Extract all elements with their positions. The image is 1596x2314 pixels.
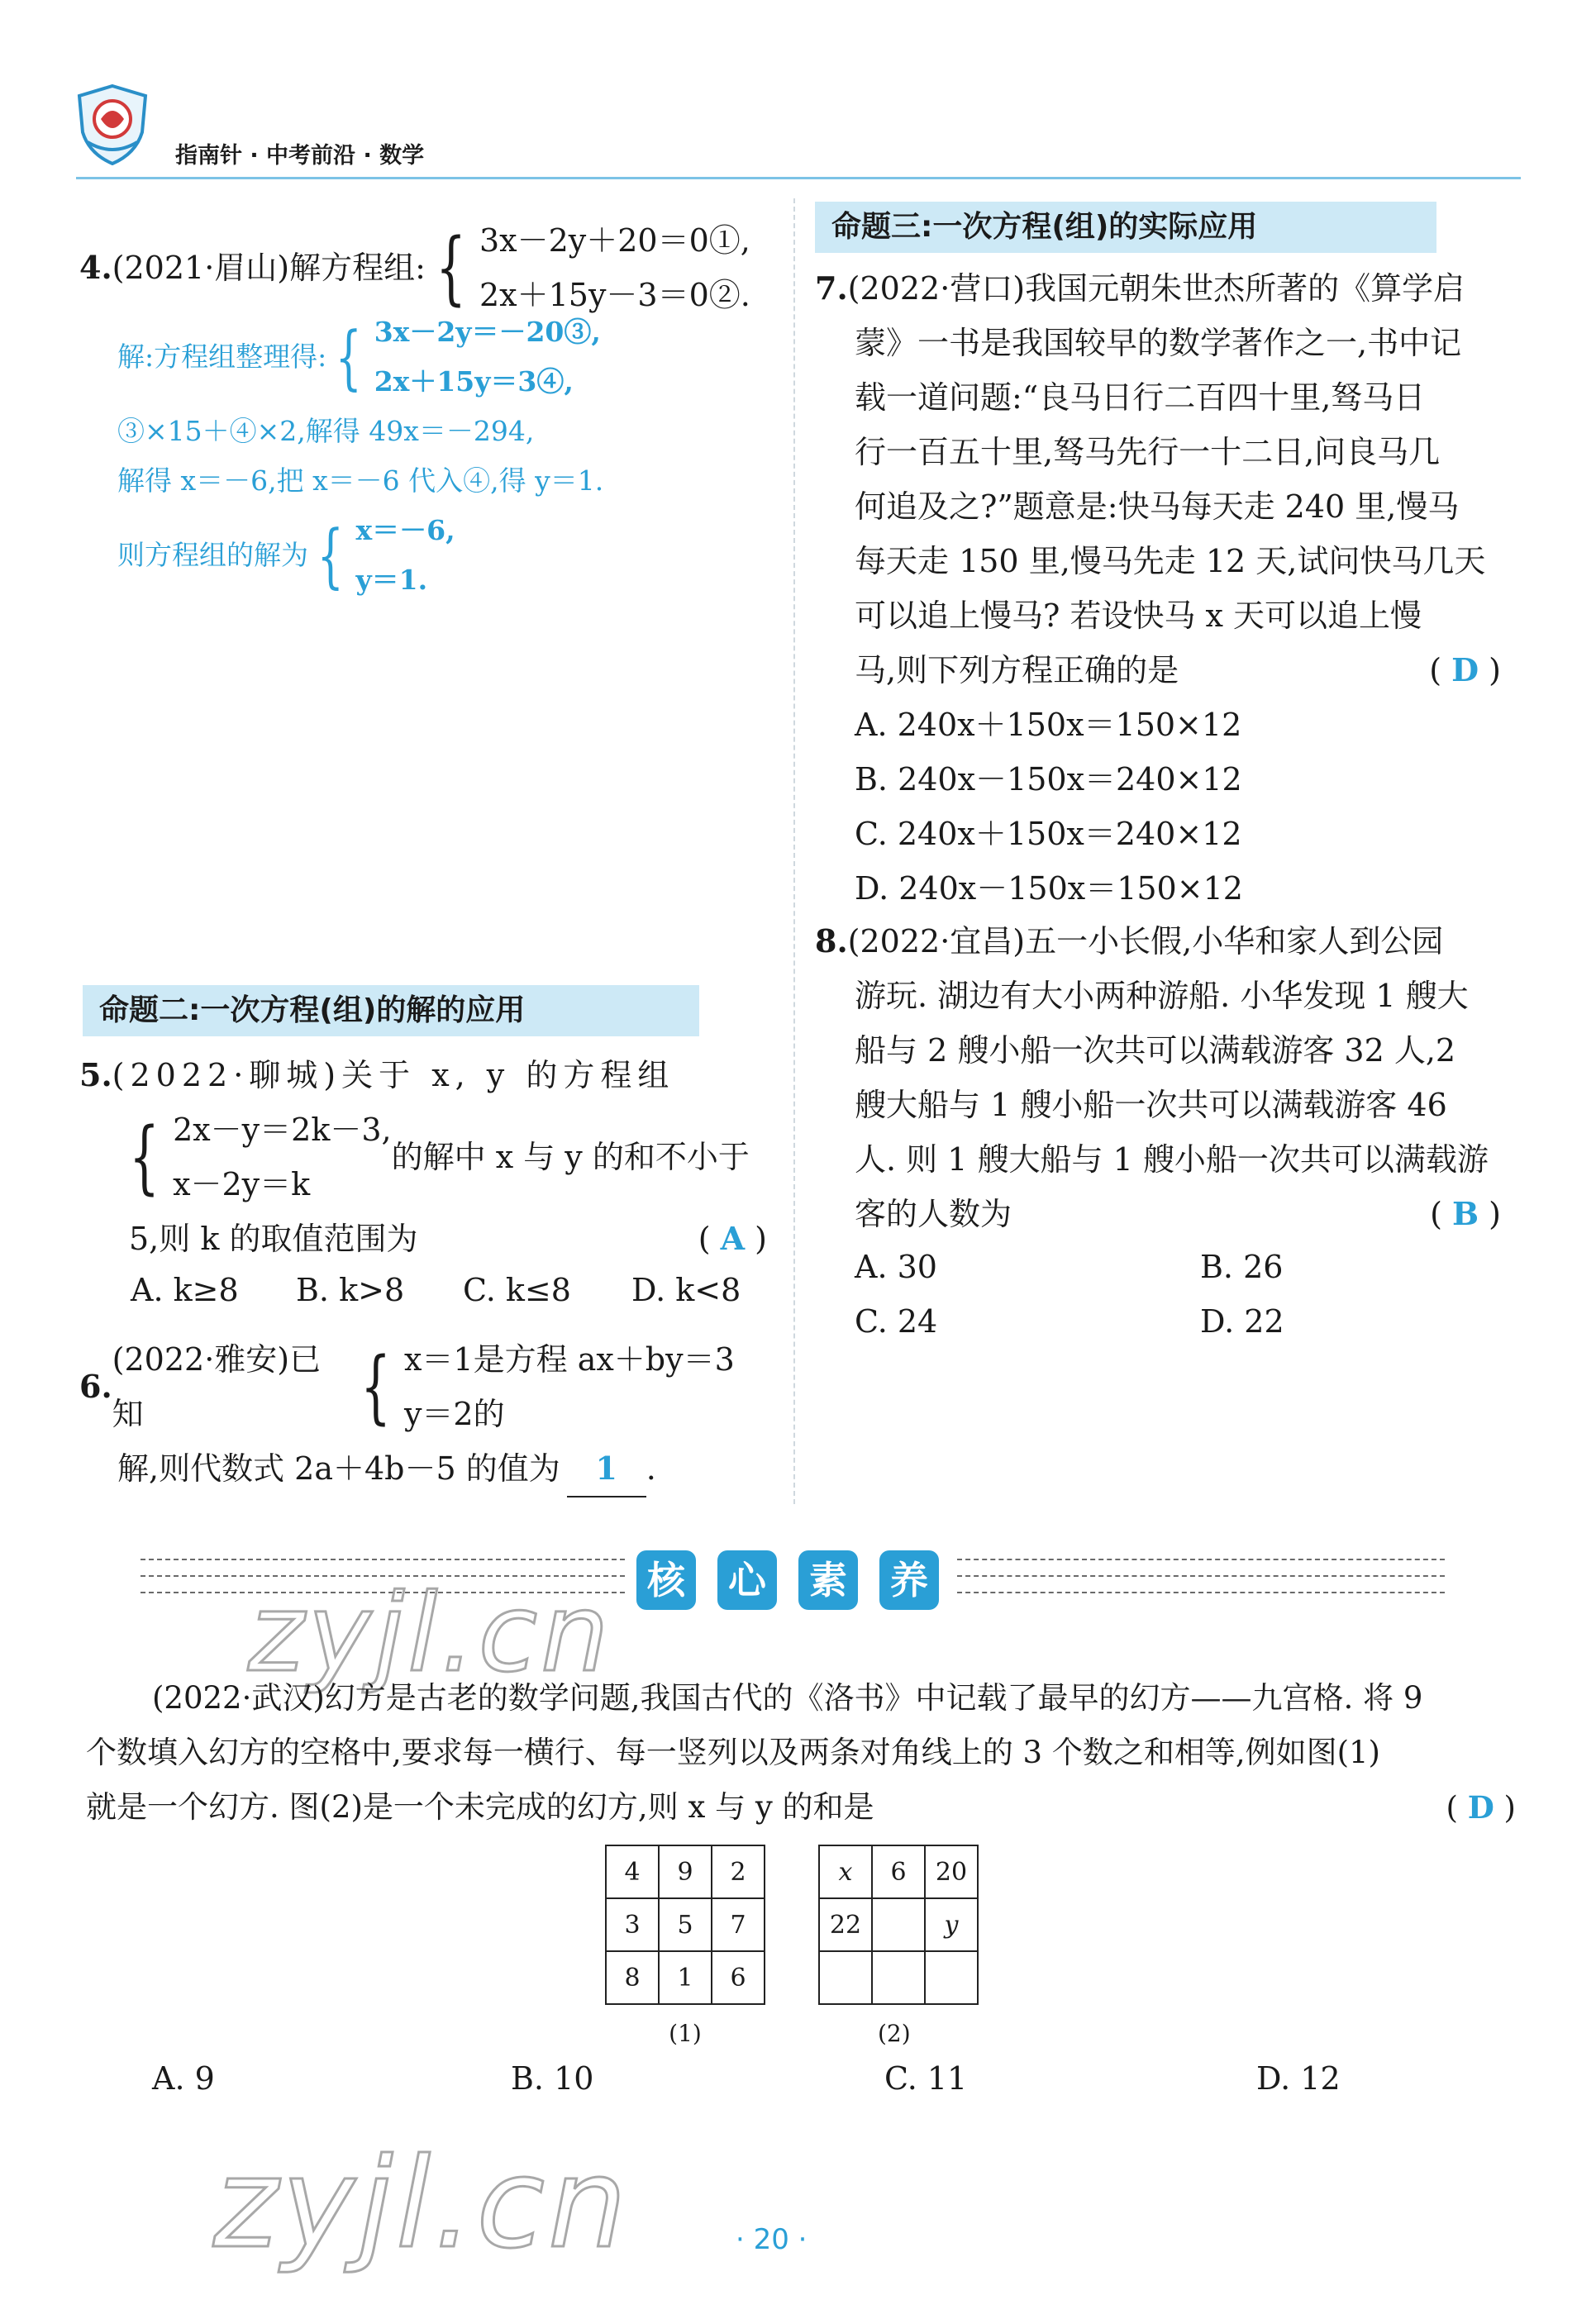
q4-sol-intro: 解:方程组整理得: — [117, 340, 327, 373]
q4-sol-final1: x＝－6, — [355, 514, 455, 546]
q4-stem: 解方程组: — [289, 250, 426, 286]
q5-line2: 的解中 x 与 y 的和不小于 — [391, 1139, 750, 1175]
q5-eq1: 2x－y＝2k－3, — [173, 1112, 392, 1148]
magic-choice-a: A. 9 — [152, 2060, 215, 2097]
g2-cell — [925, 1951, 978, 2004]
question-4 — [79, 213, 774, 322]
q7-line-4: 行一百五十里,驽马先行一十二日,问良马几 — [855, 434, 1441, 470]
q8-answer: B — [1451, 1195, 1479, 1232]
q4-sol-step2: 解得 x＝－6,把 x＝－6 代入④,得 y＝1. — [117, 464, 604, 497]
g1-cell: 7 — [712, 1898, 765, 1951]
header-title: 指南针 · 中考前沿 · 数学 — [175, 143, 425, 169]
header-rule — [76, 177, 1521, 179]
magic-line-2: 个数填入幻方的空格中,要求每一横行、每一竖列以及两条对角线上的 3 个数之和相等,例如图(1) — [86, 1735, 1380, 1770]
page-number: · 20 · — [736, 2223, 808, 2256]
magic-line-1: (2022·武汉)幻方是古老的数学问题,我国古代的《洛书》中记载了最早的幻方——九宫格. 将 9 — [152, 1680, 1423, 1716]
g2-cell — [872, 1898, 925, 1951]
core-char-4: 养 — [879, 1550, 939, 1610]
q8-number: 8. — [815, 922, 848, 959]
q7-number: 7. — [815, 269, 848, 307]
q8-choice-c: C. 24 — [855, 1303, 938, 1340]
magic-choice-b: B. 10 — [511, 2060, 594, 2097]
q8-choice-a: A. 30 — [855, 1249, 937, 1285]
magic-answer: D — [1467, 1789, 1494, 1826]
magic-choice-c: C. 11 — [884, 2060, 968, 2097]
g1-cell: 4 — [606, 1845, 659, 1898]
q8-line-1: (2022·宜昌)五一小长假,小华和家人到公园 — [847, 923, 1444, 959]
q7-line-1: (2022·营口)我国元朝朱世杰所著的《算学启 — [847, 270, 1465, 307]
question-8 — [815, 914, 1501, 1241]
g2-cell: 22 — [819, 1898, 872, 1951]
q4-sol-step1: ③×15＋④×2,解得 49x＝－294, — [117, 415, 535, 447]
g2-cell — [819, 1951, 872, 2004]
q6-end: . — [646, 1450, 656, 1487]
q7-answer-bracket: ( D ) — [1429, 651, 1501, 688]
q8-choice-d: D. 22 — [1200, 1303, 1284, 1340]
q6-answer: 1 — [595, 1450, 617, 1487]
q7-choice-b: B. 240x－150x＝240×12 — [855, 761, 1242, 798]
question-7 — [815, 261, 1501, 916]
q5-line1: (2022·聊城)关于 x, y 的方程组 — [112, 1057, 675, 1093]
core-banner-right-lines — [957, 1554, 1445, 1612]
q6-number: 6. — [79, 1368, 112, 1405]
q6-eq2: y＝2 — [403, 1396, 474, 1432]
q7-line-3: 载一道问题:“良马日行二百四十里,驽马日 — [855, 379, 1426, 416]
q4-eq1: 3x－2y＋20＝0①, — [479, 222, 750, 259]
q4-sol-eq1: 3x－2y＝－20③, — [374, 316, 601, 348]
g2-cell: y — [925, 1898, 978, 1951]
watermark-2: zyjl.cn — [213, 2132, 631, 2276]
question-6: 6. (2022·雅安)已知 { x＝1 y＝2 是方程 ax＋by＝3 的 解,则代数式 2a＋4b－5 的值为 1 . — [79, 1332, 774, 1497]
g1-cell: 8 — [606, 1951, 659, 2004]
q8-line-5: 人. 则 1 艘大船与 1 艘小船一次共可以满载游 — [855, 1141, 1489, 1178]
magic-label-2: (2) — [878, 2020, 911, 2047]
q5-choice-c: C. k≤8 — [463, 1272, 571, 1308]
q4-source: (2021·眉山) — [112, 250, 290, 286]
magic-question — [86, 1671, 1516, 1835]
g1-cell: 3 — [606, 1898, 659, 1951]
q7-line-2: 蒙》一书是我国较早的数学著作之一,书中记 — [855, 325, 1462, 361]
g2-cell: 20 — [925, 1845, 978, 1898]
q7-choice-c: C. 240x＋150x＝240×12 — [855, 816, 1242, 852]
column-divider — [793, 198, 795, 1504]
core-banner-title — [636, 1550, 939, 1610]
q7-line-5: 何追及之?”题意是:快马每天走 240 里,慢马 — [855, 488, 1460, 525]
q6-answer-blank — [567, 1441, 646, 1497]
q7-choice-d: D. 240x－150x＝150×12 — [855, 870, 1243, 907]
q7-choice-a: A. 240x＋150x＝150×12 — [855, 707, 1242, 743]
q5-line3: 5,则 k 的取值范围为 — [129, 1221, 418, 1257]
magic-grid-2 — [818, 1845, 979, 2047]
g1-cell: 2 — [712, 1845, 765, 1898]
q4-sol-eq2: 2x＋15y＝3④, — [374, 365, 574, 398]
g2-cell — [872, 1951, 925, 2004]
g1-cell: 1 — [659, 1951, 712, 2004]
q5-choice-d: D. k<8 — [631, 1272, 741, 1308]
logo — [76, 83, 149, 165]
q5-eq2: x－2y＝k — [173, 1166, 311, 1202]
q7-answer: D — [1451, 651, 1479, 688]
q8-line-2: 游玩. 湖边有大小两种游船. 小华发现 1 艘大 — [855, 978, 1469, 1014]
magic-choice-d: D. 12 — [1256, 2060, 1341, 2097]
topic-3-heading: 命题三:一次方程(组)的实际应用 — [815, 202, 1436, 253]
g1-cell: 9 — [659, 1845, 712, 1898]
magic-label-1: (1) — [669, 2020, 702, 2047]
q8-answer-bracket: ( B ) — [1430, 1195, 1501, 1232]
watermark-1: zyjl.cn — [248, 1570, 612, 1696]
magic-line-3: 就是一个幻方. 图(2)是一个未完成的幻方,则 x 与 y 的和是 — [86, 1789, 874, 1825]
q7-line-6: 每天走 150 里,慢马先走 12 天,试问快马几天 — [855, 543, 1486, 579]
q5-answer: A — [720, 1220, 746, 1257]
q8-choice-b: B. 26 — [1200, 1249, 1284, 1285]
q6-eq1: x＝1 — [403, 1341, 474, 1378]
q8-line-6: 客的人数为 — [855, 1196, 1012, 1232]
q4-sol-final-intro: 则方程组的解为 — [117, 539, 308, 571]
core-char-1: 核 — [636, 1550, 696, 1610]
q7-line-7: 可以追上慢马? 若设快马 x 天可以追上慢 — [855, 598, 1422, 634]
g1-cell: 5 — [659, 1898, 712, 1951]
q4-solution: 解:方程组整理得: { 3x－2y＝－20③, 2x＋15y＝3④, ③×15＋④×2,解得 49x＝－294, 解得 x＝－6,把 x＝－6 代入④,得 y＝1. 则方程组的解为 { x＝－6, y＝1. — [117, 307, 779, 605]
g2-cell: x — [819, 1845, 872, 1898]
q5-choice-a: A. k≥8 — [131, 1272, 239, 1308]
q7-line-8: 马,则下列方程正确的是 — [855, 652, 1179, 688]
magic-grid-1 — [605, 1845, 765, 2047]
g1-cell: 6 — [712, 1951, 765, 2004]
core-char-2: 心 — [717, 1550, 777, 1610]
q8-line-4: 艘大船与 1 艘小船一次共可以满载游客 46 — [855, 1087, 1447, 1123]
q8-line-3: 船与 2 艘小船一次共可以满载游客 32 人,2 — [855, 1032, 1456, 1069]
q6-stem-tail: 是方程 ax＋by＝3 的 — [473, 1341, 735, 1432]
q6-line2: 解,则代数式 2a＋4b－5 的值为 — [117, 1450, 560, 1487]
question-5: 5. (2022·聊城)关于 x, y 的方程组 { 2x－y＝2k－3, x－2y＝k 的解中 x 与 y 的和不小于 5,则 k 的取值范围为 ( A ) — [79, 1048, 767, 1266]
q6-source: (2022·雅安)已知 — [112, 1341, 322, 1432]
q4-eq2: 2x＋15y－3＝0②. — [479, 277, 750, 313]
magic-answer-bracket: ( D ) — [1446, 1789, 1516, 1826]
g2-cell: 6 — [872, 1845, 925, 1898]
q4-system: { 3x－2y＋20＝0①, 2x＋15y－3＝0②. — [426, 213, 750, 322]
q5-answer-bracket: ( A ) — [698, 1220, 767, 1257]
q5-choice-b: B. k>8 — [296, 1272, 405, 1308]
q4-number: 4. — [79, 249, 112, 286]
q5-number: 5. — [79, 1056, 112, 1093]
core-char-3: 素 — [798, 1550, 858, 1610]
q4-sol-final2: y＝1. — [355, 564, 428, 596]
topic-2-heading: 命题二:一次方程(组)的解的应用 — [83, 985, 699, 1036]
